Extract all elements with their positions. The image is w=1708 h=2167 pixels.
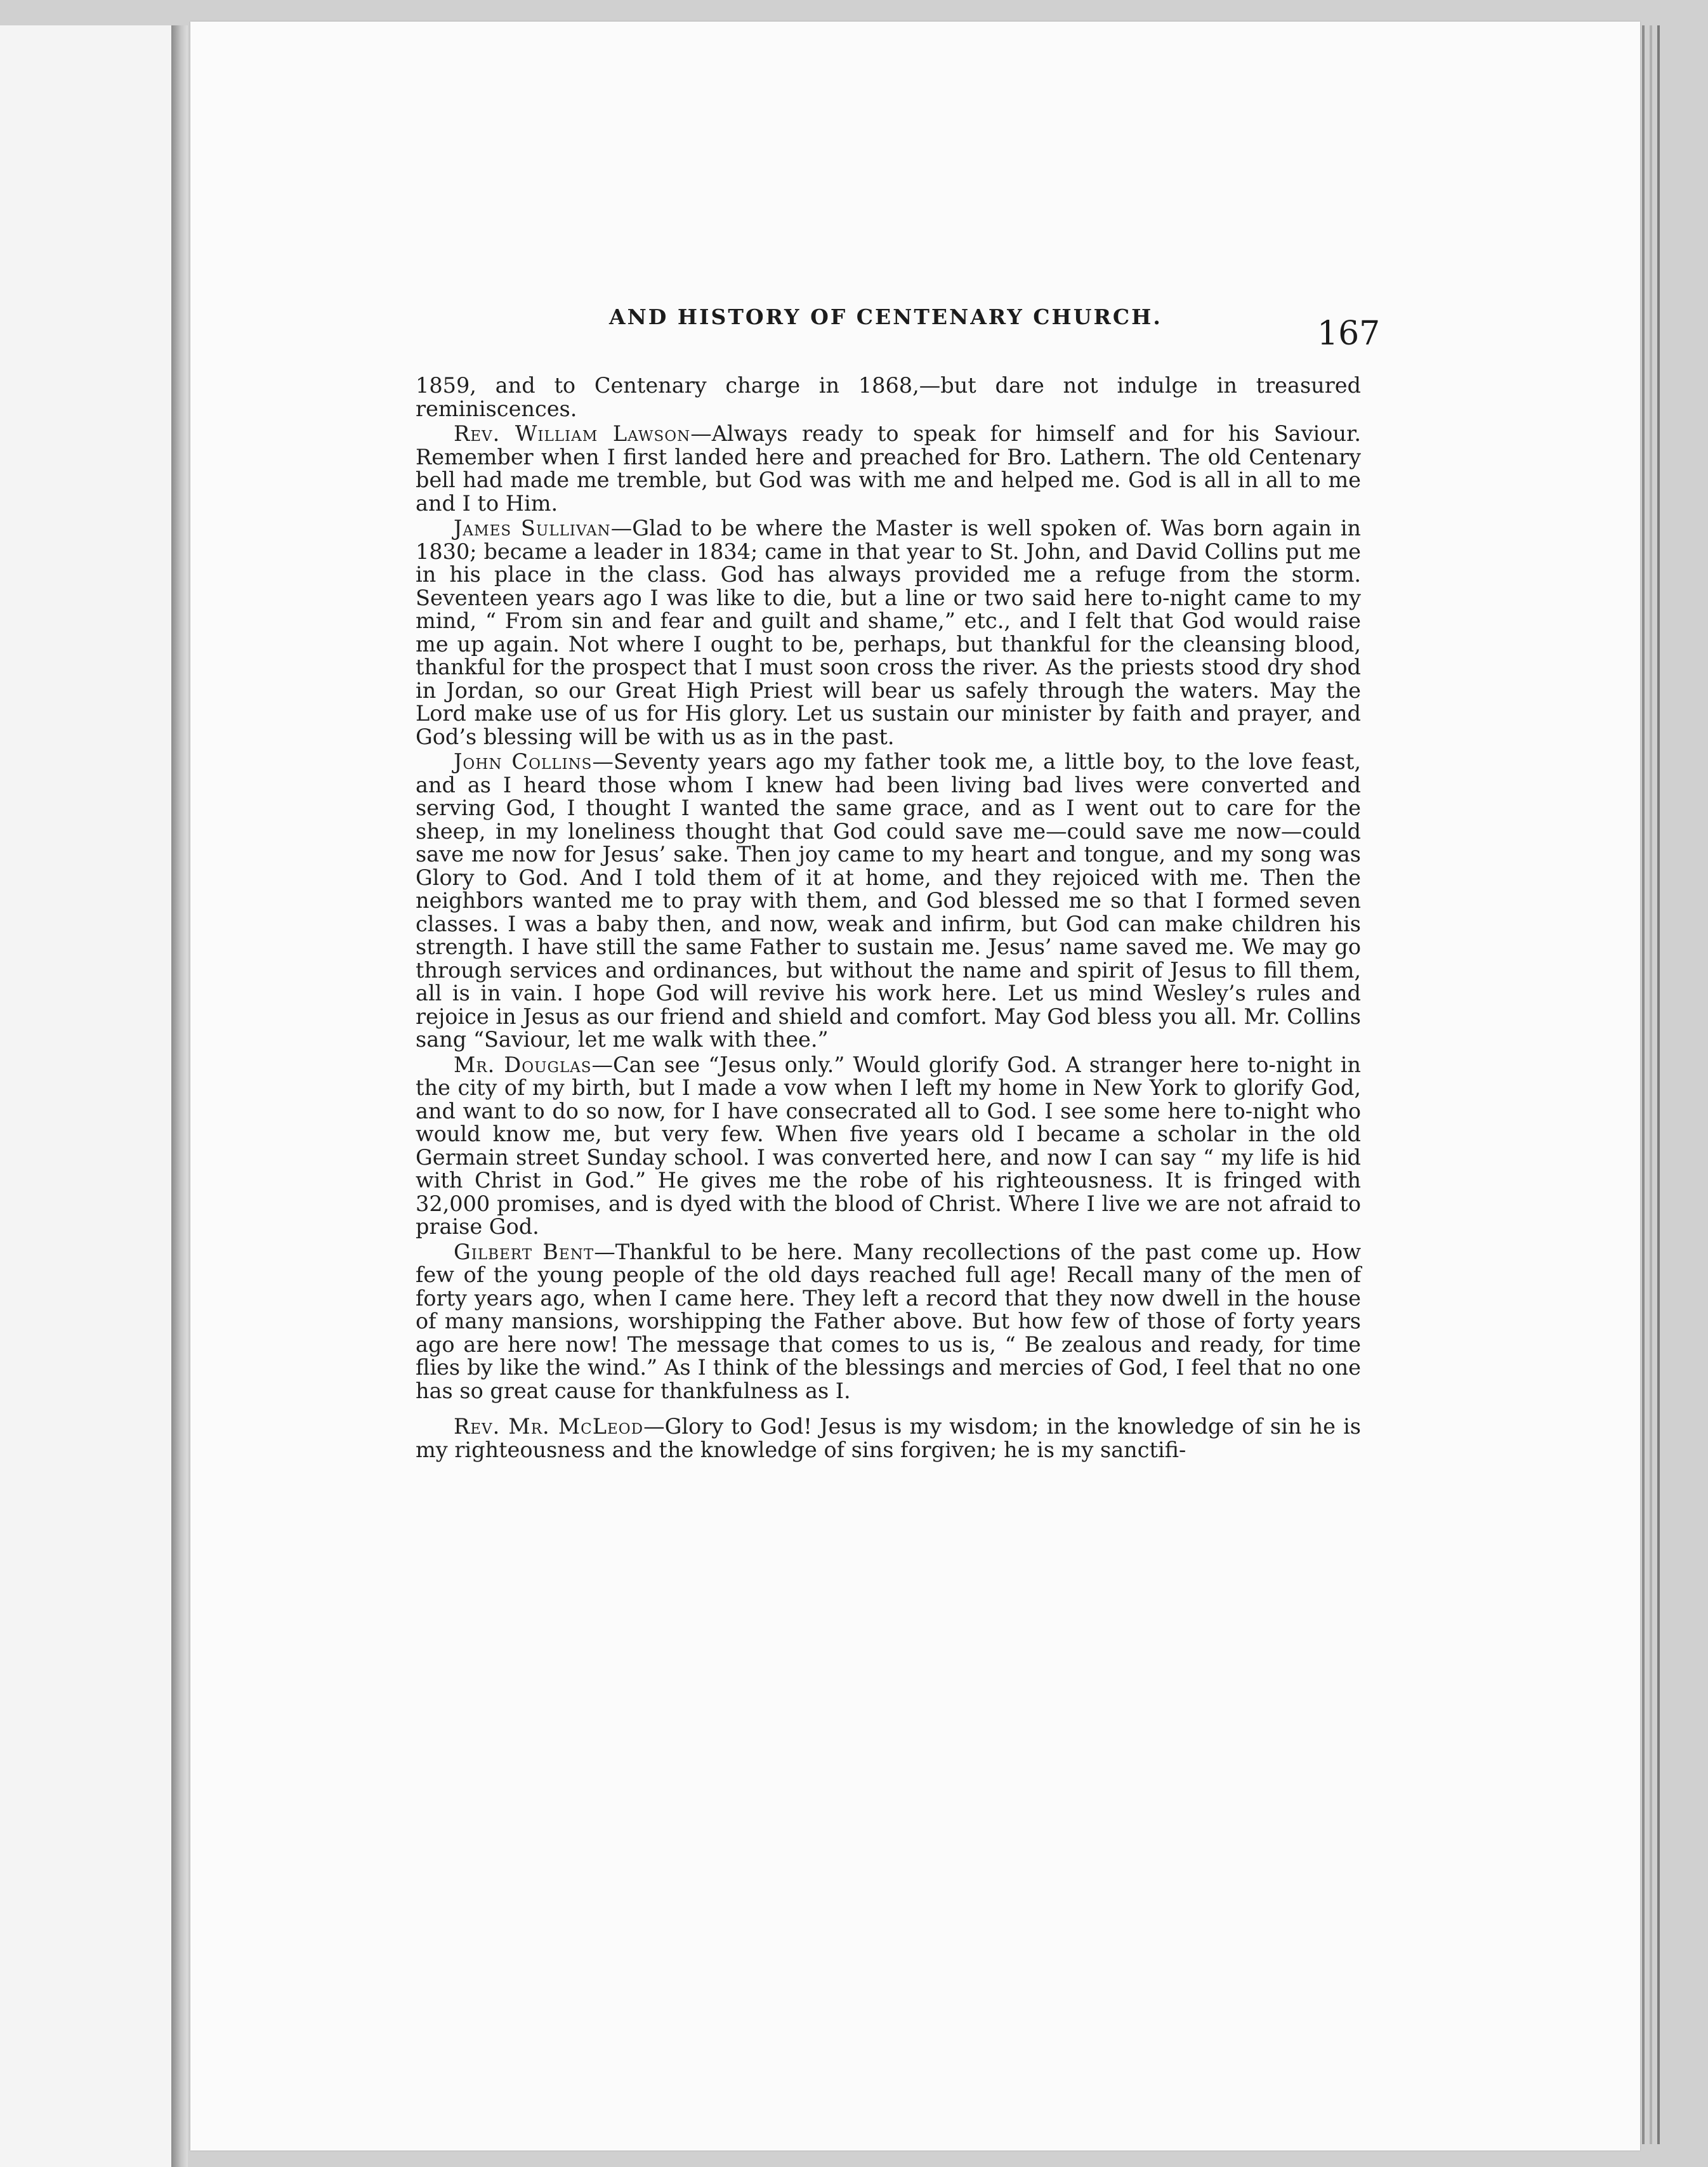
book-gutter	[171, 25, 188, 2167]
paragraph-text: —Glory to God! Jesus is my wisdom; in the knowledge of sin he is my righteousness and the knowledge of sins forgiven; he is my sanctifi-	[416, 1414, 1361, 1462]
speaker-name: James Sullivan	[454, 516, 611, 540]
paragraph-text: —Thankful to be here. Many recollections of the past come up. How few of the young people of the old days reached full age! Recall many of the men of forty years ago, when I came here. They left a record that they now dwell in the house of many mansions, worshipping the Father above. But how few of those of forty years ago are here now! The message that comes to us is, “ Be zealous and ready, for time flies by like the wind.” As I think of the blessings and mercies of God, I feel that no one has so great cause for thankfulness as I.	[416, 1239, 1361, 1403]
paragraph-text: —Can see “Jesus only.” Would glorify God. A stranger here to-night in the city of my birth, but I made a vow when I left my home in New York to glorify God, and want to do so now, for I have consecrated all to God. I see some here to-night who would know me, but very few. When five years old I became a scholar in the old Germain street Sunday school. I was converted here, and now I can say “ my life is hid with Christ in God.” He gives me the robe of his righteousness. It is fringed with 32,000 promises, and is dyed with the blood of Christ. Where I live we are not afraid to praise God.	[416, 1052, 1362, 1239]
page-stack-edge	[1642, 25, 1645, 2144]
speaker-name: Rev. Mr. McLeod	[454, 1414, 644, 1439]
paragraph-text: —Always ready to speak for himself and for his Saviour. Remember when I first landed here and preached for Bro. Lathern. The old Centenary bell had made me tremble, but God was with me and helped me. God is all in all to me and I to Him.	[416, 421, 1361, 516]
speaker-name: John Collins	[454, 749, 593, 774]
page-stack-edge	[1657, 25, 1660, 2144]
paragraph-bent	[416, 1241, 1361, 1403]
paragraph-continuation	[416, 374, 1361, 421]
speaker-name: Gilbert Bent	[454, 1239, 595, 1264]
paragraph-text: —Glad to be where the Master is well spoken of. Was born again in 1830; became a leader in 1834; came in that year to St. John, and David Collins put me in his place in the class. God has always provided me a refuge from the storm. Seventeen years ago I was like to die, but a line or two said here to-night came to my mind, “ From sin and fear and guilt and shame,” etc., and I felt that God would raise me up again. Not where I ought to be, perhaps, but thankful for the cleansing blood, thankful for the prospect that I must soon cross the river. As the priests stood dry shod in Jordan, so our Great High Priest will bear us safely through the waters. May the Lord make use of us for His glory. Let us sustain our minister by faith and prayer, and God’s blessing will be with us as in the past.	[416, 516, 1361, 749]
paragraph-sullivan	[416, 517, 1361, 749]
speaker-name: Rev. William Lawson	[454, 421, 691, 446]
page-body-text	[416, 374, 1361, 1462]
paragraph-lawson	[416, 422, 1361, 515]
page-number: 167	[1317, 315, 1381, 353]
paragraph-douglas	[416, 1054, 1361, 1239]
speaker-name: Mr. Douglas	[454, 1052, 592, 1077]
running-header: AND HISTORY OF CENTENARY CHURCH.	[609, 304, 1162, 329]
left-page-margin	[0, 25, 171, 2167]
paragraph-collins	[416, 750, 1361, 1052]
page-stack-edge	[1650, 25, 1652, 2144]
paragraph-text: —Seventy years ago my father took me, a little boy, to the love feast, and as I heard those whom I knew had been living bad lives were converted and serving God, I thought I wanted the same grace, and as I went out to care for the sheep, in my loneliness thought that God could save me—could save me now—could save me now for Jesus’ sake. Then joy came to my heart and tongue, and my song was Glory to God. And I told them of it at home, and they rejoiced with me. Then the neighbors wanted me to pray with them, and God blessed me so that I formed seven classes. I was a baby then, and now, weak and infirm, but God can make children his strength. I have still the same Father to sustain me. Jesus’ name saved me. We may go through services and ordinances, but without the name and spirit of Jesus to fill them, all is in vain. I hope God will revive his work here. Let us mind Wesley’s rules and rejoice in Jesus as our friend and shield and comfort. May God bless you all. Mr. Collins sang “Saviour, let me walk with thee.”	[416, 749, 1361, 1052]
paragraph-mcleod	[416, 1415, 1361, 1462]
paragraph-text: 1859, and to Centenary charge in 1868,—but dare not indulge in treasured reminiscences.	[416, 373, 1361, 421]
